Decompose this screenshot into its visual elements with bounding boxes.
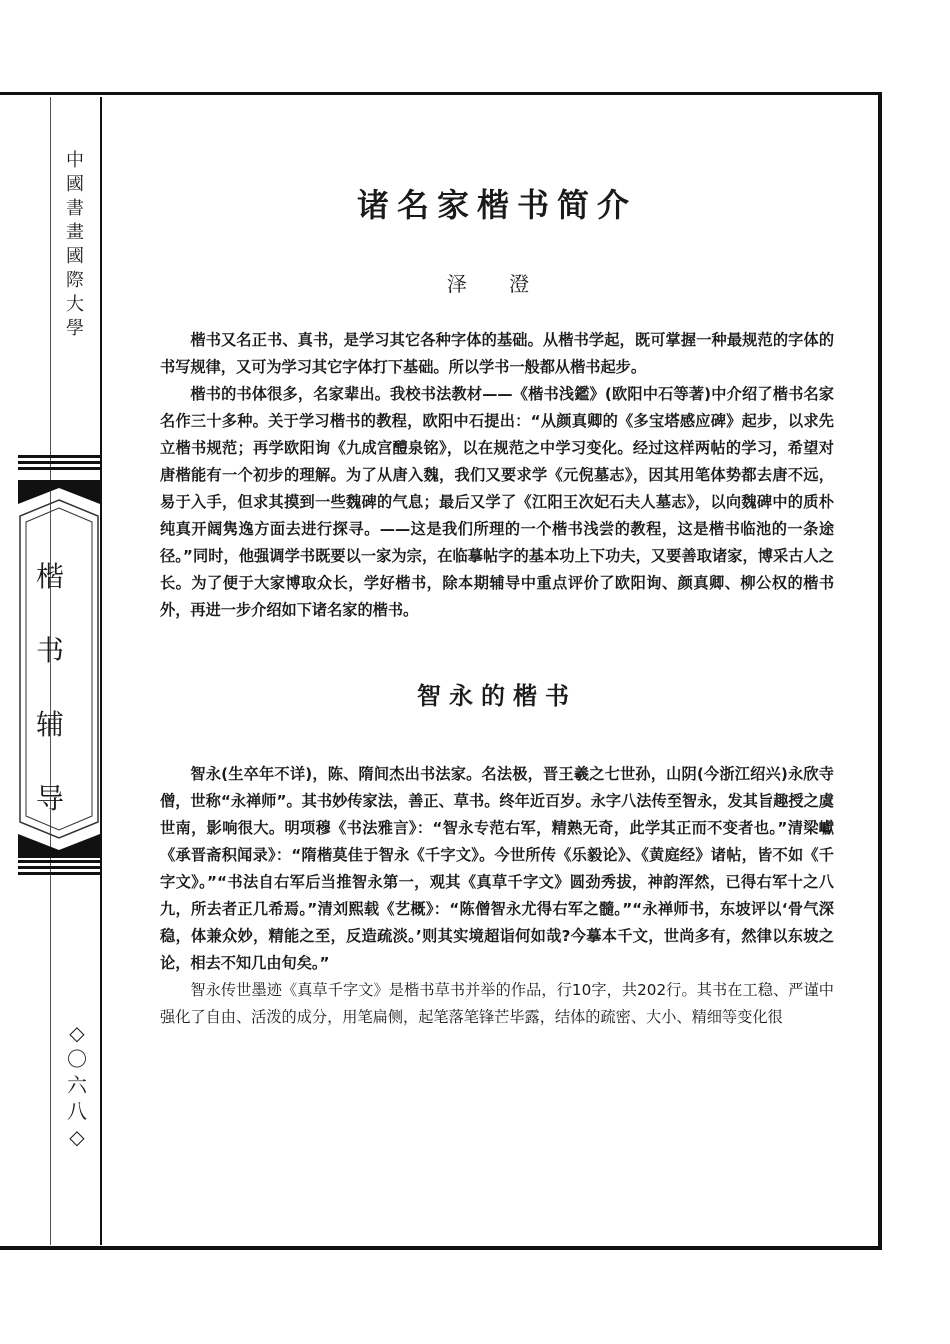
section-paragraph: 智永传世墨迹《真草千字文》是楷书草书并举的作品，行10字，共202行。其书在工稳、严谨中强化了自由、活泼的成分，用笔扁侧，起笔落笔锋芒毕露，结体的疏密、大小、精细等变化很: [160, 981, 834, 1026]
school-name: 中國書畫國際大學: [63, 150, 84, 342]
page-number-part: ◇: [69, 1021, 85, 1045]
article-body: [160, 180, 834, 1031]
section-tab-top-bars: [18, 455, 100, 473]
intro-paragraph: 楷书又名正书、真书，是学习其它各种字体的基础。从楷书学起，既可掌握一种最规范的字体的书写规律，又可为学习其它字体打下基础。所以学书一般都从楷书起步。: [160, 331, 834, 376]
page-number: [60, 1020, 94, 1150]
page-number-part: 八: [67, 1099, 87, 1123]
section-title: 智永的楷书: [417, 681, 577, 710]
section-paragraph: 智永(生卒年不详)，陈、隋间杰出书法家。名法极，晋王羲之七世孙，山阴(今浙江绍兴)永欣寺僧，世称“永禅师”。其书妙传家法，善正、草书。终年近百岁。永字八法传至智永，发其旨趣授之虞世南，影响很大。明项穆《书法雅言》：“智永专范右军，精熟无奇，此学其正而不变者也。”清梁巘《承晋斋积闻录》：“隋楷莫佳于智永《千字文》。今世所传《乐毅论》、《黄庭经》诸帖，皆不如《千字文》。”“书法自右军后当推智永第一，观其《真草千字文》圆劲秀拔，神韵浑然，已得右军十之八九，所去者正几希焉。”清刘熙载《艺概》：“陈僧智永尤得右军之髓。”“永禅师书，东坡评以‘骨气深稳，体兼众妙，精能之至，反造疏淡。’则其实境超诣何如哉?今摹本千文，世尚多有，然律以东坡之论，相去不知几由旬矣。”: [160, 765, 834, 972]
section-char: 导: [35, 782, 64, 815]
section-char: 书: [35, 634, 64, 667]
section-char: 楷: [35, 560, 64, 593]
article-title: 诸名家楷书简介: [356, 186, 637, 224]
page-number-part: ◇: [69, 1125, 85, 1149]
section-tab-label: [30, 540, 70, 836]
page-number-part: 〇: [67, 1047, 87, 1071]
page-number-part: 六: [67, 1073, 87, 1097]
article-author: 泽 澄: [446, 272, 548, 296]
intro-paragraph: 楷书的书体很多，名家辈出。我校书法教材——《楷书浅鑑》(欧阳中石等著)中介绍了楷书名家名作三十多种。关于学习楷书的教程，欧阳中石提出：“从颜真卿的《多宝塔感应碑》起步，以求先立楷书规范；再学欧阳询《九成宫醴泉铭》，以在规范之中学习变化。经过这样两帖的学习，希望对唐楷能有一个初步的理解。为了从唐入魏，我们又要求学《元倪墓志》，因其用笔体势都去唐不远，易于入手，但求其摸到一些魏碑的气息；最后又学了《江阳王次妃石夫人墓志》，以向魏碑中的质朴纯真开阔隽逸方面去进行探寻。——这是我们所理的一个楷书浅尝的教程，这是楷书临池的一条途径。”同时，他强调学书既要以一家为宗，在临摹帖字的基本功上下功夫，又要善取诸家，博采古人之长。为了便于大家博取众长，学好楷书，除本期辅导中重点评价了欧阳询、颜真卿、柳公权的楷书外，再进一步介绍如下诸名家的楷书。: [160, 385, 834, 619]
section-tab-bottom-bars: [18, 860, 100, 878]
section-char: 辅: [35, 708, 64, 741]
